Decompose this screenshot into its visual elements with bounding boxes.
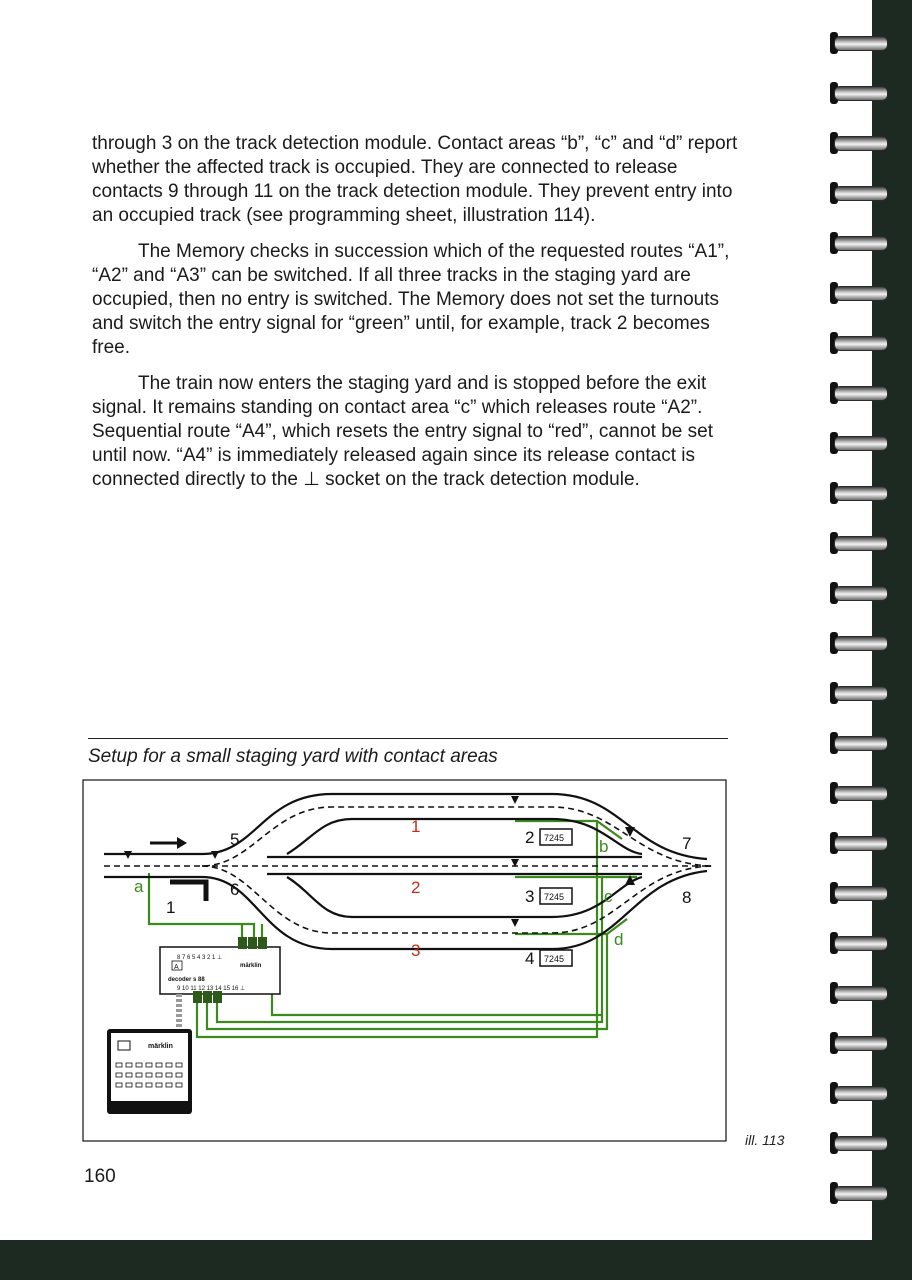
- signal-number-3: 3: [525, 887, 535, 906]
- binding-ring: [834, 986, 888, 1001]
- binding-ring: [834, 1136, 888, 1151]
- memory-label: memory: [112, 1102, 148, 1112]
- turnout-number-6: 6: [230, 880, 240, 899]
- spiral-binding: [820, 0, 890, 1240]
- decoder-letter: A: [174, 964, 179, 971]
- binding-ring: [834, 186, 888, 201]
- track-number-1: 1: [411, 817, 421, 836]
- binding-ring: [834, 486, 888, 501]
- track-number-3: 3: [411, 941, 421, 960]
- entry-signal-number: 1: [166, 898, 176, 917]
- binding-ring: [834, 736, 888, 751]
- binding-ring: [834, 586, 888, 601]
- turnout-number-5: 5: [230, 830, 240, 849]
- binding-ring: [834, 286, 888, 301]
- binding-ring: [834, 886, 888, 901]
- decoder-name: decoder s 88: [168, 977, 205, 983]
- binding-ring: [834, 836, 888, 851]
- signal-box-2-label: 7245: [544, 833, 565, 843]
- binding-ring: [834, 686, 888, 701]
- signal-box-3-label: 7245: [544, 892, 565, 902]
- binding-ring: [834, 1086, 888, 1101]
- signal-number-4: 4: [525, 949, 535, 968]
- binding-ring: [834, 436, 888, 451]
- binding-ring: [834, 786, 888, 801]
- contact-label-c: c: [604, 887, 613, 906]
- binding-ring: [834, 336, 888, 351]
- binding-ring: [834, 936, 888, 951]
- binding-ring: [834, 136, 888, 151]
- figure-caption: Setup for a small staging yard with contact areas: [88, 746, 498, 767]
- memory-brand: märklin: [148, 1043, 173, 1050]
- decoder-top-numbers: 8 7 6 5 4 3 2 1 ⊥: [177, 955, 223, 961]
- binding-ring: [834, 86, 888, 101]
- binding-ring: [834, 236, 888, 251]
- track-number-2: 2: [411, 878, 421, 897]
- page-number: 160: [84, 1166, 116, 1187]
- contact-label-a: a: [134, 877, 144, 896]
- contact-label-b: b: [599, 837, 609, 856]
- signal-box-4-label: 7245: [544, 954, 565, 964]
- turnout-number-7: 7: [682, 834, 692, 853]
- signal-number-2: 2: [525, 828, 535, 847]
- binding-ring: [834, 386, 888, 401]
- staging-yard-diagram: [82, 779, 727, 1142]
- binding-ring: [834, 36, 888, 51]
- binding-ring: [834, 1186, 888, 1201]
- contact-label-d: d: [614, 930, 624, 949]
- binding-ring: [834, 536, 888, 551]
- paragraph-3: The train now enters the staging yard and is stopped before the exit signal. It remains standing on contact area “c” which releases route “A2”. Sequential route “A4”, which resets the entry signal to “red”, cannot be set until now. “A4” is immediately released again since its release contact is connected directly to the ⊥ socket on the track detection module.: [92, 373, 713, 490]
- turnout-number-8: 8: [682, 888, 692, 907]
- illustration-number: ill. 113: [745, 1132, 785, 1148]
- memory-display: [118, 1041, 130, 1050]
- paragraph-2: The Memory checks in succession which of the requested routes “A1”, “A2” and “A3” can be switched. If all three tracks in the staging yard are occupied, then no entry is switched. The Memory does not set the turnouts and switch the entry signal for “green” until, for example, track 2 becomes free.: [92, 241, 730, 358]
- binding-ring: [834, 1036, 888, 1051]
- decoder-bottom-numbers: 9 10 11 12 13 14 15 16 ⊥: [177, 986, 246, 992]
- section-divider: [88, 738, 728, 739]
- decoder-brand: märklin: [240, 963, 262, 969]
- binding-ring: [834, 636, 888, 651]
- paragraph-1: through 3 on the track detection module. Contact areas “b”, “c” and “d” report whether the affected track is occupied. They are connected to release contacts 9 through 11 on the track detection module. They prevent entry into an occupied track (see programming sheet, illustration 114).: [92, 133, 738, 226]
